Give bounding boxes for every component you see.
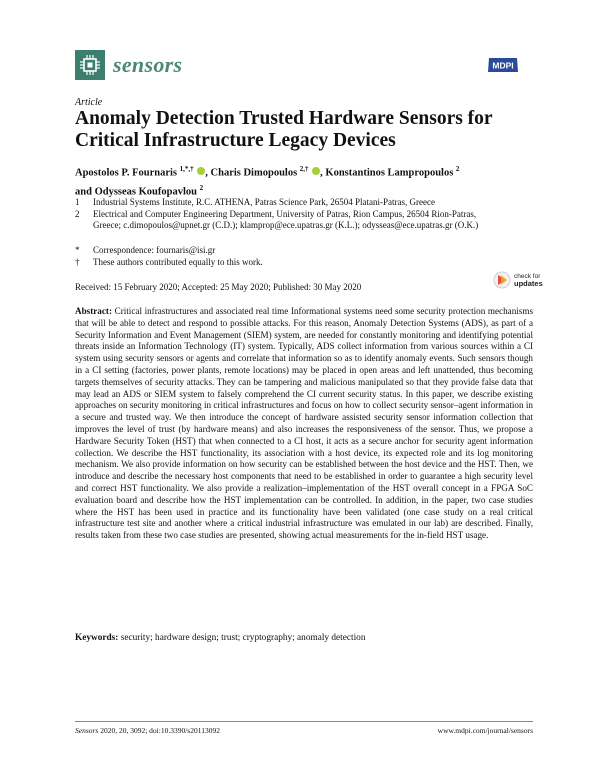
abstract-label: Abstract: <box>75 306 112 316</box>
footer-divider <box>75 721 533 722</box>
affiliation-item <box>75 209 495 231</box>
publication-dates: Received: 15 February 2020; Accepted: 25 May 2020; Published: 30 May 2020 <box>75 282 362 292</box>
keywords-text: security; hardware design; trust; cryptography; anomaly detection <box>120 633 366 643</box>
article-title: Anomaly Detection Trusted Hardware Sensors for Critical Infrastructure Legacy Devices <box>75 108 493 151</box>
publisher-name: MDPI <box>492 60 514 71</box>
author-name: Konstantinos Lampropoulos <box>325 167 454 179</box>
affiliation-mark: 1 <box>75 197 80 207</box>
author-list: Apostolos P. Fournaris $^{1,*,\dagger}$ , Charis Dimopoulos $^{2,\dagger}$ , Konstantinos Lampropoulos $^2$ and Odysseas Koufopavlou $^2$ <box>75 165 460 197</box>
affiliation-mark: 2 <box>75 209 80 219</box>
check-updates-line2: updates <box>514 279 543 288</box>
keywords <box>75 633 533 643</box>
check-updates-line1: check for <box>514 273 541 280</box>
citation-journal: Sensors <box>75 726 99 735</box>
author-sup: 1,*,† <box>179 165 194 173</box>
affiliation-item <box>75 197 495 208</box>
footer-citation <box>75 726 220 735</box>
orcid-icon[interactable] <box>312 167 320 175</box>
affiliation-item <box>75 257 495 268</box>
affiliation-item <box>75 245 495 256</box>
citation-details: 2020, 20, 3092; doi:10.3390/s20113092 <box>98 726 220 735</box>
abstract <box>75 306 533 542</box>
author-sup: 2,† <box>299 165 309 173</box>
author-name: Odysseas Koufopavlou <box>94 186 197 197</box>
journal-name: sensors <box>113 52 183 77</box>
author-name: Charis Dimopoulos <box>210 167 298 179</box>
article-type: Article <box>75 97 103 108</box>
check-updates-icon <box>493 271 511 289</box>
affiliation-mark: * <box>75 245 80 255</box>
orcid-icon[interactable] <box>197 167 205 175</box>
affiliation-text: Industrial Systems Institute, R.C. ATHENA, Patras Science Park, 26504 Platani-Patras, Greece <box>93 197 435 207</box>
author-sup: 2 <box>199 183 204 192</box>
check-for-updates-badge[interactable] <box>493 271 543 289</box>
footer-url[interactable]: www.mdpi.com/journal/sensors <box>437 726 533 735</box>
affiliation-mark: † <box>75 257 80 267</box>
affiliation-text: Electrical and Computer Engineering Department, University of Patras, Rion Campus, 26504 Rion-Patras, Greece; c.dimopoulos@upnet.gr (C.D.); klamprop@ece.upatras.gr (K.L.); odysseas@ece.upatras.gr (O.K.) <box>93 209 479 230</box>
author-sup: 2 <box>455 165 460 173</box>
abstract-text: Critical infrastructures and associated real time Informational systems need some security protection mechanisms that will be able to detect and respond to possible attacks. For this reason, Anomaly Detection Systems (ADS), as part of a Security Information and Event Management (SIEM) system, are needed for constantly monitoring and identifying potential threats inside an Information Technology (IT) system. Typically, ADS collect information from various sources within a CI system using security sensors or agents and correlate that information so as to identify anomaly events. Such sensors though in a CI setting (factories, power plants, remote locations) may be placed in open areas and left unattended, thus becoming targets themselves of security attacks. They can be tampering and malicious manipulated so that they provide false data that may lead an ADS or SIEM system to falsely comprehend the CI current security status. In this paper, we describe existing approaches on security monitoring in critical infrastructures and focus on how to collect security sensor–agent information in a secure and trusted way. We then introduce the concept of hardware assisted security sensor information collection that improves the level of trust (by hardware means) and also increases the responsiveness of the sensor. Thus, we propose a Hardware Security Token (HST) that when connected to a CI host, it acts as a secure anchor for security agent information collection. We describe the HST functionality, its association with a host device, its expected role and its log monitoring mechanism. We also provide information on how security can be established between the host device and the HST. Then, we introduce and describe the necessary host components that need to be established in order to guarantee a high security level and correct HST functionality. We also provide a realization–implementation of the HST overall concept in a FPGA SoC evaluation board and describe how the HST implementation can be controlled. In addition, in the paper, two case studies where the HST has been used in practice and its functionality have been validated (one case study on a real critical infrastructure test site and another where a critical industrial infrastructure was emulated in our lab) are described. Finally, results taken from these two case studies are presented, showing actual measurements for the in-field HST usage. <box>75 306 533 541</box>
keywords-label: Keywords: <box>75 633 119 643</box>
chip-icon <box>75 50 105 80</box>
check-updates-label <box>514 273 543 287</box>
publisher-logo <box>486 56 520 79</box>
affiliation-text: Correspondence: fournaris@isi.gr <box>93 245 216 255</box>
affiliation-text: These authors contributed equally to this work. <box>93 257 263 267</box>
journal-logo <box>75 50 182 80</box>
author-name: Apostolos P. Fournaris <box>75 167 178 179</box>
